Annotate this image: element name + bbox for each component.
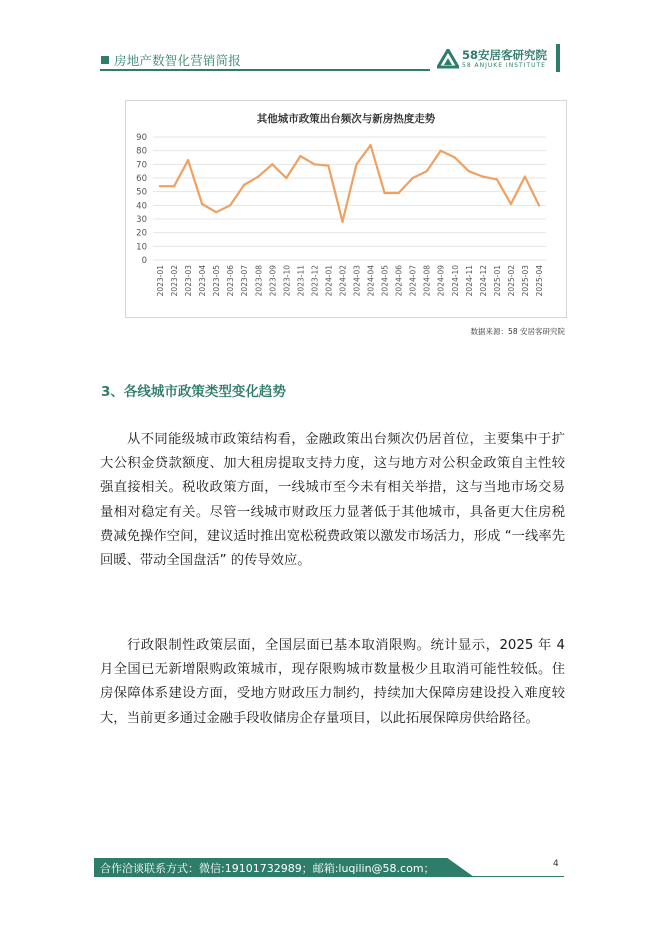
data-point — [187, 159, 189, 161]
data-point — [468, 170, 470, 172]
y-tick-label: 10 — [136, 242, 147, 253]
footer-contact: 合作洽谈联系方式：微信:19101732989；邮箱:luqilin@58.com； — [100, 862, 435, 875]
x-tick-label: 2023-11 — [296, 265, 306, 297]
data-point — [411, 177, 413, 179]
data-point — [524, 175, 526, 177]
data-point — [482, 175, 484, 177]
y-tick-label: 60 — [136, 174, 147, 184]
data-point — [159, 185, 161, 187]
x-tick-label: 2024-03 — [352, 265, 362, 297]
data-point — [341, 221, 343, 223]
x-tick-label: 2023-08 — [254, 265, 264, 297]
y-tick-label: 70 — [136, 160, 147, 171]
x-tick-label: 2024-02 — [338, 265, 348, 297]
data-point — [173, 185, 175, 187]
data-point — [215, 211, 217, 213]
y-tick-label: 80 — [136, 146, 147, 157]
data-point — [229, 204, 231, 206]
data-point — [454, 156, 456, 158]
x-tick-label: 2023-05 — [212, 265, 222, 297]
paragraph-2: 行政限制性政策层面，全国层面已基本取消限购。统计显示，2025 年 4 月全国已无新增限购政策城市，现存限购城市数量极少且取消可能性较低。住房保障体系建设方面，受地方财政压力制约，持续加大保障房建设投入难度较大，当前更多通过金融手段收储房企存量项目，以此拓展保障房供给路径。 — [100, 638, 565, 726]
logo-en: 58 ANJUKE INSTITUTE — [462, 62, 546, 69]
x-tick-label: 2024-10 — [450, 265, 460, 297]
header-title — [101, 51, 241, 69]
x-tick-label: 2025-04 — [534, 265, 544, 297]
data-point — [327, 165, 329, 167]
y-tick-label: 50 — [136, 187, 147, 198]
data-point — [538, 204, 540, 206]
x-tick-label: 2023-09 — [268, 265, 278, 297]
x-tick-label: 2023-07 — [240, 265, 250, 297]
x-tick-label: 2023-12 — [310, 265, 320, 297]
y-tick-label: 90 — [136, 133, 147, 143]
header-rule — [100, 69, 430, 71]
y-tick-label: 0 — [141, 256, 147, 266]
x-tick-label: 2025-01 — [492, 265, 502, 297]
x-tick-label: 2023-01 — [156, 265, 166, 297]
x-tick-label: 2024-09 — [436, 265, 446, 297]
chart-title: 其他城市政策出台频次与新房热度走势 — [256, 113, 436, 125]
chart-canvas — [126, 101, 566, 317]
data-source: 数据来源：58 安居客研究院 — [470, 327, 565, 336]
data-point — [257, 175, 259, 177]
x-tick-label: 2024-11 — [464, 265, 474, 297]
y-tick-label: 40 — [136, 201, 147, 212]
logo-name: 58安居客研究院 — [462, 48, 548, 62]
data-point — [397, 192, 399, 194]
x-tick-label: 2024-04 — [366, 265, 376, 297]
series-line — [160, 145, 539, 222]
x-tick-label: 2024-06 — [394, 265, 404, 297]
paragraph-1: 从不同能级城市政策结构看，金融政策出台频次仍居首位，主要集中于扩大公积金贷款额度、加大租房提取支持力度，这与地方对公积金政策自主性较强直接相关。税收政策方面，一线城市至今未有相关举措，这与当地市场交易量相对稳定有关。尽管一线城市财政压力显著低于其他城市，具备更大住房税费减免操作空间，建议适时推出宽松税费政策以激发市场活力，形成 “一线率先回暖、带动全国盘活” 的传导效应。 — [100, 432, 565, 569]
x-tick-label: 2024-08 — [422, 265, 432, 297]
header-title-text: 房地产数智化营销简报 — [114, 53, 242, 68]
footer-rule — [94, 876, 564, 877]
x-tick-label: 2023-03 — [184, 265, 194, 297]
data-point — [285, 177, 287, 179]
data-point — [369, 144, 371, 146]
x-tick-label: 2025-02 — [506, 265, 516, 297]
y-tick-label: 20 — [136, 228, 147, 239]
section-heading: 3、各线城市政策类型变化趋势 — [101, 384, 286, 400]
logo-mark-icon — [437, 49, 459, 69]
data-point — [271, 163, 273, 165]
data-point — [313, 163, 315, 165]
x-tick-label: 2023-06 — [226, 265, 236, 297]
data-point — [201, 203, 203, 205]
x-tick-label: 2023-04 — [198, 265, 208, 297]
line-chart — [125, 100, 567, 318]
x-tick-label: 2024-07 — [408, 265, 418, 297]
data-point — [440, 149, 442, 151]
page-number: 4 — [553, 859, 559, 869]
x-tick-label: 2024-01 — [324, 265, 334, 297]
data-point — [425, 170, 427, 172]
data-point — [355, 163, 357, 165]
header-square-icon — [101, 56, 109, 64]
data-point — [299, 155, 301, 157]
x-tick-label: 2024-05 — [380, 265, 390, 297]
x-tick-label: 2024-12 — [478, 265, 488, 297]
x-tick-label: 2025-03 — [520, 265, 530, 297]
data-point — [496, 178, 498, 180]
logo-bar — [556, 44, 560, 72]
x-tick-label: 2023-10 — [282, 265, 292, 297]
data-point — [510, 203, 512, 205]
data-point — [383, 192, 385, 194]
y-tick-label: 30 — [136, 215, 147, 225]
logo — [437, 47, 557, 77]
data-point — [243, 184, 245, 186]
x-tick-label: 2023-02 — [170, 265, 180, 297]
